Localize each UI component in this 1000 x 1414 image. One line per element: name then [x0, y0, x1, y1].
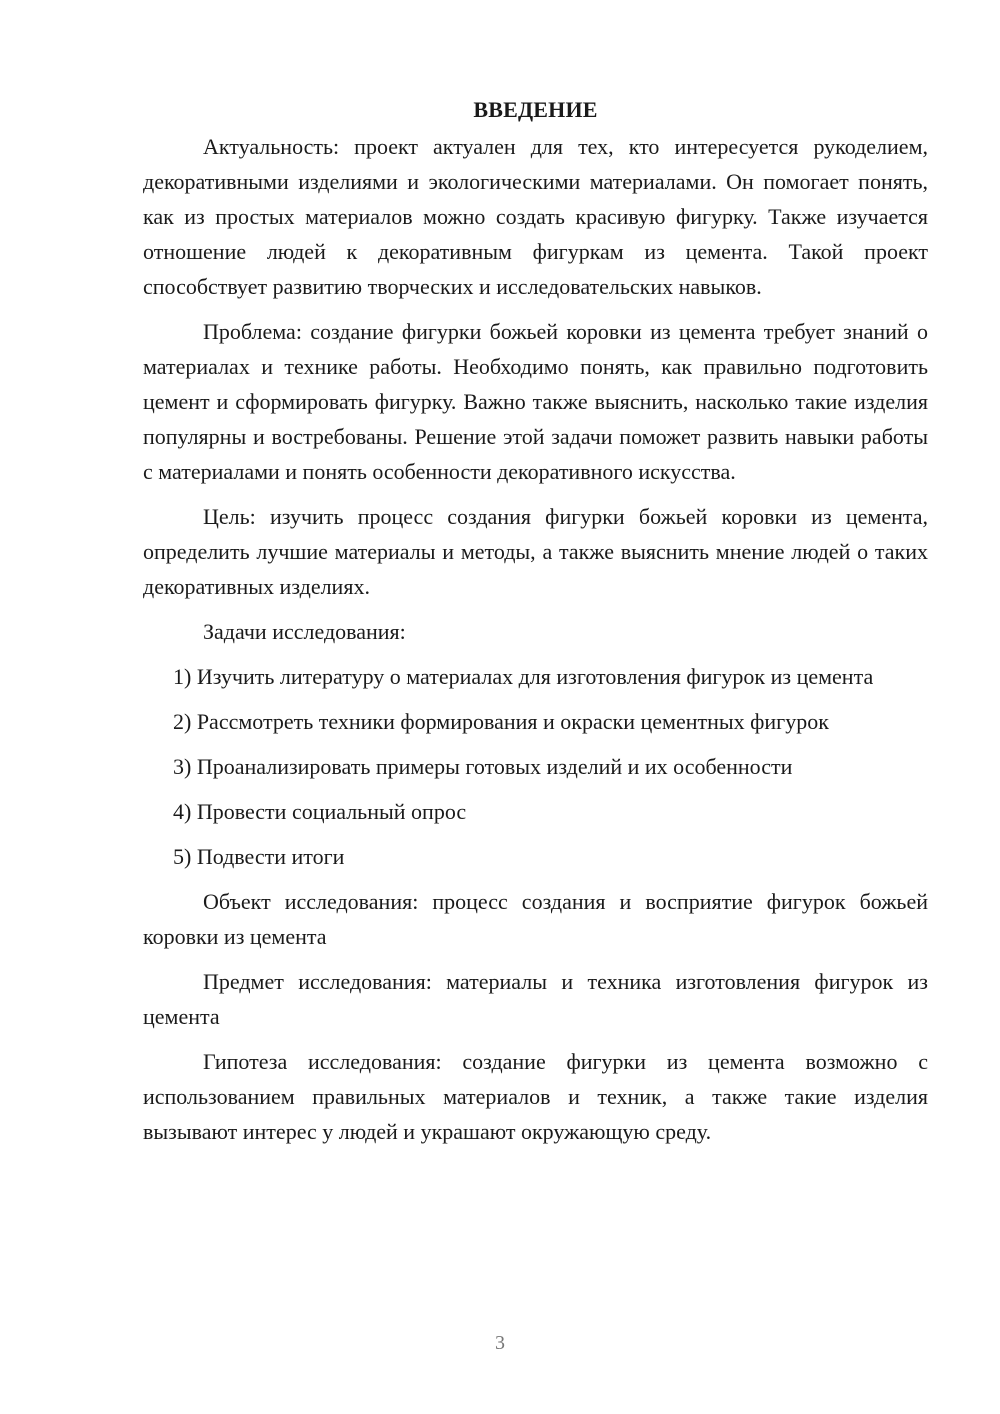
subject-paragraph: Предмет исследования: материалы и техника изготовления фигурок из цемента — [143, 969, 928, 1029]
task-item: 3) Проанализировать примеры готовых изделий и их особенности — [173, 754, 793, 779]
document-page — [143, 92, 928, 1159]
task-item: 4) Провести социальный опрос — [173, 799, 467, 824]
tasks-heading: Задачи исследования: — [203, 619, 406, 644]
object-paragraph: Объект исследования: процесс создания и восприятие фигурок божьей коровки из цемента — [143, 889, 928, 949]
goal-paragraph: Цель: изучить процесс создания фигурки божьей коровки из цемента, определить лучшие материалы и методы, а также выяснить мнение людей о таких декоративных изделиях. — [143, 504, 928, 599]
task-item: 2) Рассмотреть техники формирования и окраски цементных фигурок — [173, 709, 829, 734]
task-item: 5) Подвести итоги — [173, 844, 345, 869]
task-item: 1) Изучить литературу о материалах для изготовления фигурок из цемента — [173, 664, 874, 689]
page-number: 3 — [495, 1332, 505, 1354]
hypothesis-paragraph: Гипотеза исследования: создание фигурки из цемента возможно с использованием правильных материалов и техник, а также такие изделия вызывают интерес у людей и украшают окружающую среду. — [143, 1049, 928, 1144]
problem-paragraph: Проблема: создание фигурки божьей коровки из цемента требует знаний о материалах и технике работы. Необходимо понять, как правильно подготовить цемент и сформировать фигурку. Важно также выяснить, насколько такие изделия популярны и востребованы. Решение этой задачи поможет развить навыки работы с материалами и понять особенности декоративного искусства. — [143, 319, 928, 484]
relevance-paragraph: Актуальность: проект актуален для тех, кто интересуется рукоделием, декоративными изделиями и экологическими материалами. Он помогает понять, как из простых материалов можно создать красивую фигурку. Также изучается отношение людей к декоративным фигуркам из цемента. Такой проект способствует развитию творческих и исследовательских навыков. — [143, 134, 928, 299]
section-title: ВВЕДЕНИЕ — [473, 97, 598, 122]
